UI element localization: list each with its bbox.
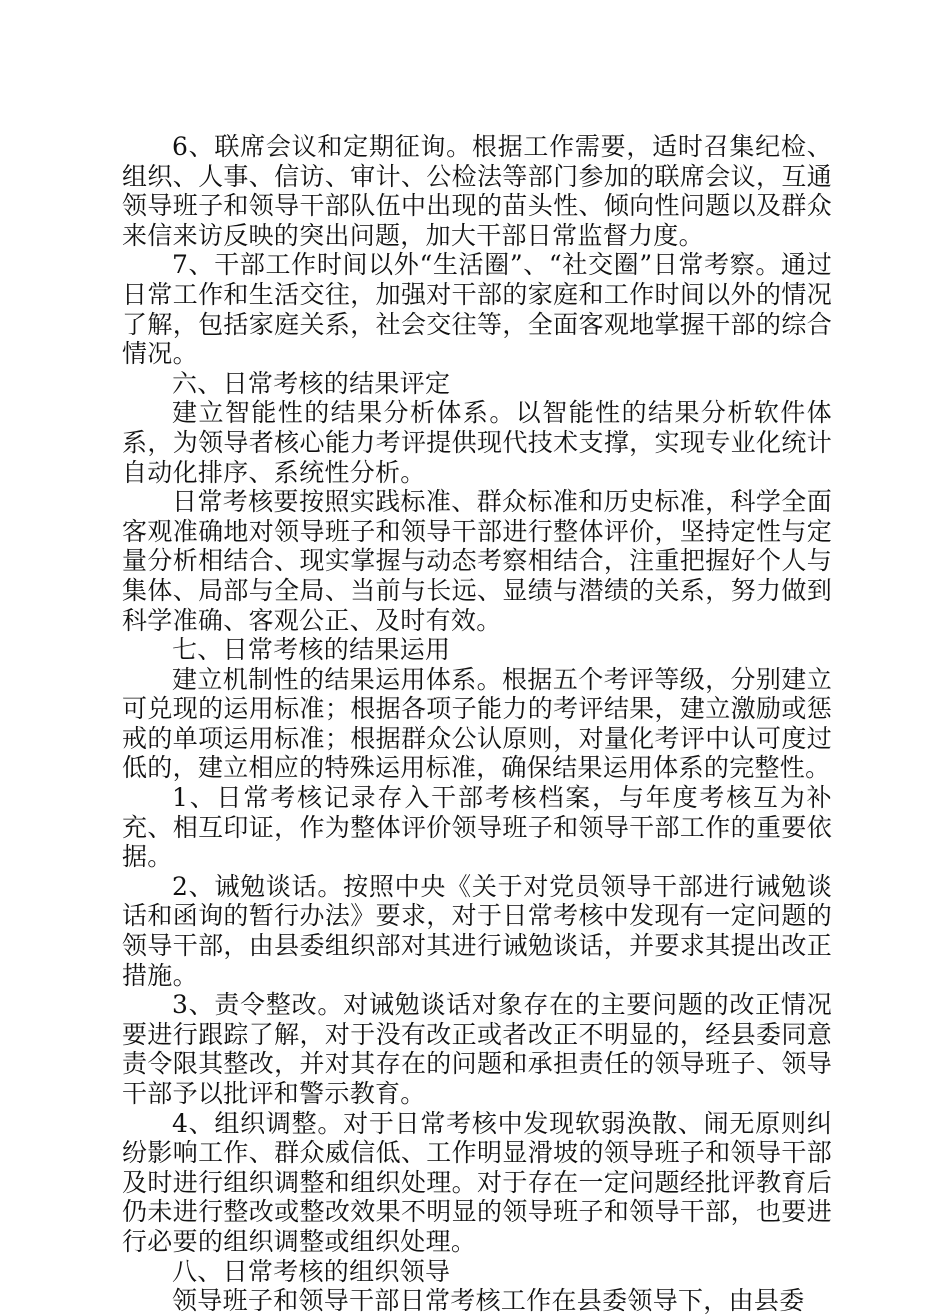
paragraph-evaluation-standards: 日常考核要按照实践标准、群众标准和历史标准，科学全面客观准确地对领导班子和领导干部进行整体评价，坚持定性与定量分析相结合、现实掌握与动态考察相结合，注重把握好个人与集体、局部与全局、当前与长远、显绩与潜绩的关系，努力做到科学准确、客观公正、及时有效。 [122, 487, 832, 635]
paragraph-intelligent-analysis: 建立智能性的结果分析体系。以智能性的结果分析软件体系，为领导者核心能力考评提供现代技术支撑，实现专业化统计自动化排序、系统性分析。 [122, 398, 832, 487]
paragraph-leadership-work: 领导班子和领导干部日常考核工作在县委领导下，由县委 [172, 1286, 805, 1316]
paragraph-application-system: 建立机制性的结果运用体系。根据五个考评等级，分别建立可兑现的运用标准；根据各项子能力的考评结果，建立激励或惩戒的单项运用标准；根据群众公认原则，对量化考评中认可度过低的，建立相应的特殊运用标准，确保结果运用体系的完整性。 [122, 664, 832, 783]
paragraph-organizational-adjustment: 4、组织调整。对于日常考核中发现软弱涣散、闹无原则纠纷影响工作、群众威信低、工作明显滑坡的领导班子和领导干部及时进行组织调整和组织处理。对于存在一定问题经批评教育后仍未进行整改或整改效果不明显的领导班子和领导干部，也要进行必要的组织调整或组织处理。 [122, 1108, 832, 1256]
heading-result-application: 七、日常考核的结果运用 [172, 635, 451, 665]
paragraph-life-circle-inspection: 7、干部工作时间以外“生活圈”、“社交圈”日常考察。通过日常工作和生活交往，加强对干部的家庭和工作时间以外的情况了解，包括家庭关系，社会交往等，全面客观地掌握干部的综合情况。 [122, 250, 832, 369]
paragraph-admonition-talk: 2、诫勉谈话。按照中央《关于对党员领导干部进行诫勉谈话和函询的暂行办法》要求，对于日常考核中发现有一定问题的领导干部，由县委组织部对其进行诫勉谈话，并要求其提出改正措施。 [122, 871, 832, 990]
heading-organization-leadership: 八、日常考核的组织领导 [172, 1256, 451, 1286]
document-page [122, 132, 832, 1316]
paragraph-joint-meeting: 6、联席会议和定期征询。根据工作需要，适时召集纪检、组织、人事、信访、审计、公检法等部门参加的联席会议，互通领导班子和领导干部队伍中出现的苗头性、倾向性问题以及群众来信来访反映的突出问题，加大干部日常监督力度。 [122, 132, 832, 250]
paragraph-archive-records: 1、日常考核记录存入干部考核档案，与年度考核互为补充、相互印证，作为整体评价领导班子和领导干部工作的重要依据。 [122, 783, 832, 872]
heading-result-evaluation: 六、日常考核的结果评定 [172, 368, 451, 398]
paragraph-rectification-order: 3、责令整改。对诫勉谈话对象存在的主要问题的改正情况要进行跟踪了解，对于没有改正或者改正不明显的，经县委同意责令限其整改，并对其存在的问题和承担责任的领导班子、领导干部予以批评和警示教育。 [122, 990, 832, 1108]
